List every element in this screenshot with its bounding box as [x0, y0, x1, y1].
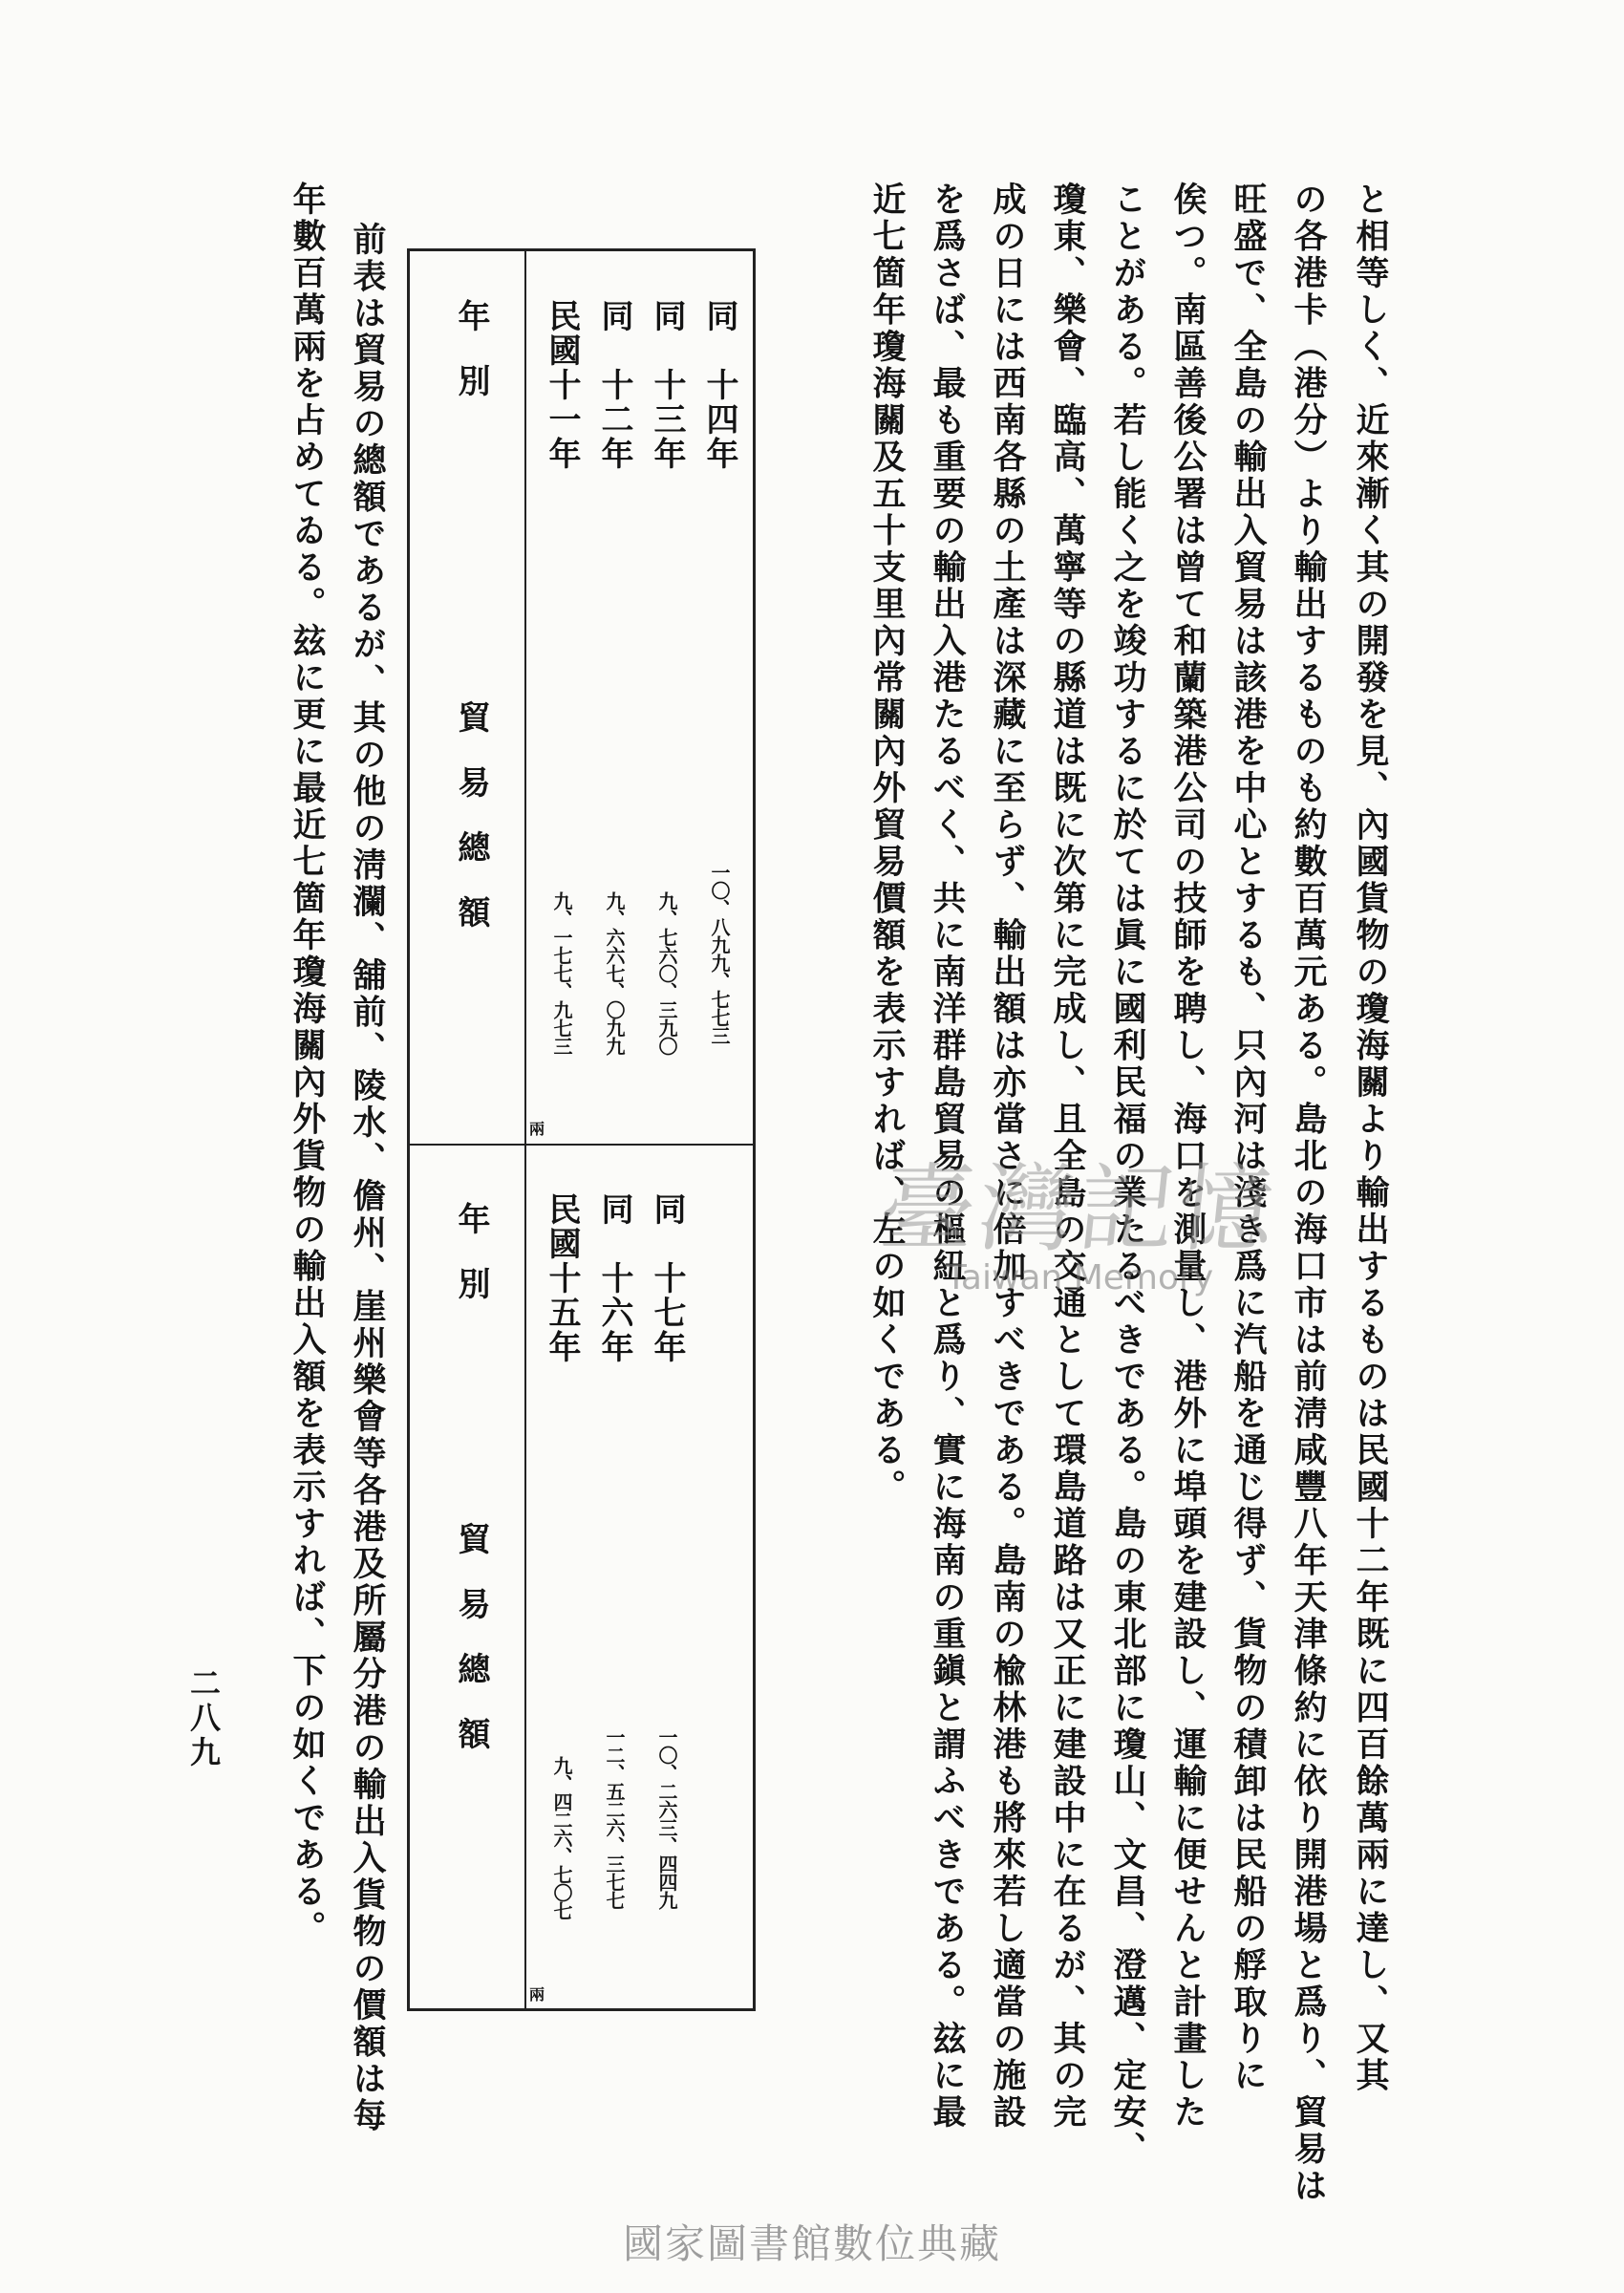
page-number: 二八九: [185, 1667, 222, 1770]
table-row-year: 民國十五年: [543, 1192, 581, 1364]
table-row-total: 一〇、二六三、四四九: [655, 1727, 678, 1909]
table-header-rule: [524, 251, 526, 2008]
table-row-year: 同 十六年: [595, 1192, 633, 1364]
text-line-11: 年數百萬兩を占めてゐる。玆に更に最近七箇年瓊海關內外貨物の輸出入額を表示すれば、下の如くである。: [288, 182, 327, 1947]
text-line-4: 俟つ。南區善後公署は曾て和蘭築港公司の技師を聘し、海口を測量し、港外に埠頭を建設し、運輸に便せんと計畫した: [1168, 182, 1207, 2132]
table-row-total: 九、六六七、〇九九: [603, 891, 626, 1055]
text-line-9: 近七箇年瓊海關及五十支里內常關內外貿易價額を表示すれば、左の如くである。: [867, 182, 907, 1506]
footer-credit: 國家圖書館數位典藏: [622, 2220, 1001, 2267]
table-row-total: 一〇、八九九、七七三: [708, 863, 731, 1044]
table-divider: [410, 1144, 753, 1146]
watermark-latin: Taiwan Memory: [945, 1258, 1214, 1297]
header-year-upper: 年 別: [452, 299, 490, 396]
text-line-1: と相等しく、近來漸く其の開發を見、內國貨物の瓊海關より輸出するものは民國十二年既に四百餘萬兩に達し、又其: [1351, 182, 1390, 2094]
trade-table: [407, 248, 756, 2011]
text-line-2: の各港卡（港分）より輸出するものも約數百萬元ある。島北の海口市は前淸咸豐八年天津條約に依り開港場と爲り、貿易は: [1289, 182, 1328, 2205]
table-row-year: 民國十一年: [543, 299, 581, 471]
table-row-total: 一二、五二六、三七七: [603, 1727, 626, 1909]
table-row-total: 九、一七七、九七三: [550, 891, 573, 1055]
text-line-7: 成の日には西南各縣の土產は深藏に至らず、輸出額は亦當さに倍加すべきである。島南の楡林港も將來若し適當の施設: [988, 182, 1027, 2132]
table-row-year: 同 十二年: [595, 299, 633, 471]
text-line-8: を爲さば、最も重要の輸出入港たるべく、共に南洋群島貿易の樞紐と爲り、實に海南の重鎭と謂ふべきである。玆に最: [928, 182, 967, 2132]
text-line-3: 旺盛で、全島の輸出入貿易は該港を中心とするも、只內河は淺き爲に汽船を通じ得ず、貨物の積卸は民船の艀取りに: [1229, 182, 1268, 2094]
table-row-year: 同 十四年: [700, 299, 738, 471]
watermark-script: 臺灣記憶: [873, 1153, 1284, 1265]
header-total-lower: 貿 易 總 額: [452, 1522, 490, 1749]
text-line-10: 前表は貿易の總額であるが、其の他の淸瀾、舖前、陵水、儋州、崖州樂會等各港及所屬分港の輸出入貨物の價額は每: [348, 222, 387, 2134]
header-total-upper: 貿 易 總 額: [452, 700, 490, 928]
unit-label-lower: 兩: [529, 1985, 545, 2004]
text-line-6: 瓊東、樂會、臨高、萬寧等の縣道は既に次第に完成し、且全島の交通として環島道路は又正に建設中に在るが、其の完: [1048, 182, 1087, 2132]
unit-label-upper: 兩: [529, 1120, 545, 1138]
table-row-total: 九、七六〇、三九〇: [655, 891, 678, 1055]
text-line-5: ことがある。若し能く之を竣功するに於ては眞に國利民福の業たるべきである。島の東北部に瓊山、文昌、澄邁、定安、: [1108, 182, 1147, 2168]
table-row-year: 同 十三年: [648, 299, 686, 471]
header-year-lower: 年 別: [452, 1202, 490, 1299]
table-row-total: 九、四二六、七〇七: [550, 1756, 573, 1919]
table-row-year: 同 十七年: [648, 1192, 686, 1364]
